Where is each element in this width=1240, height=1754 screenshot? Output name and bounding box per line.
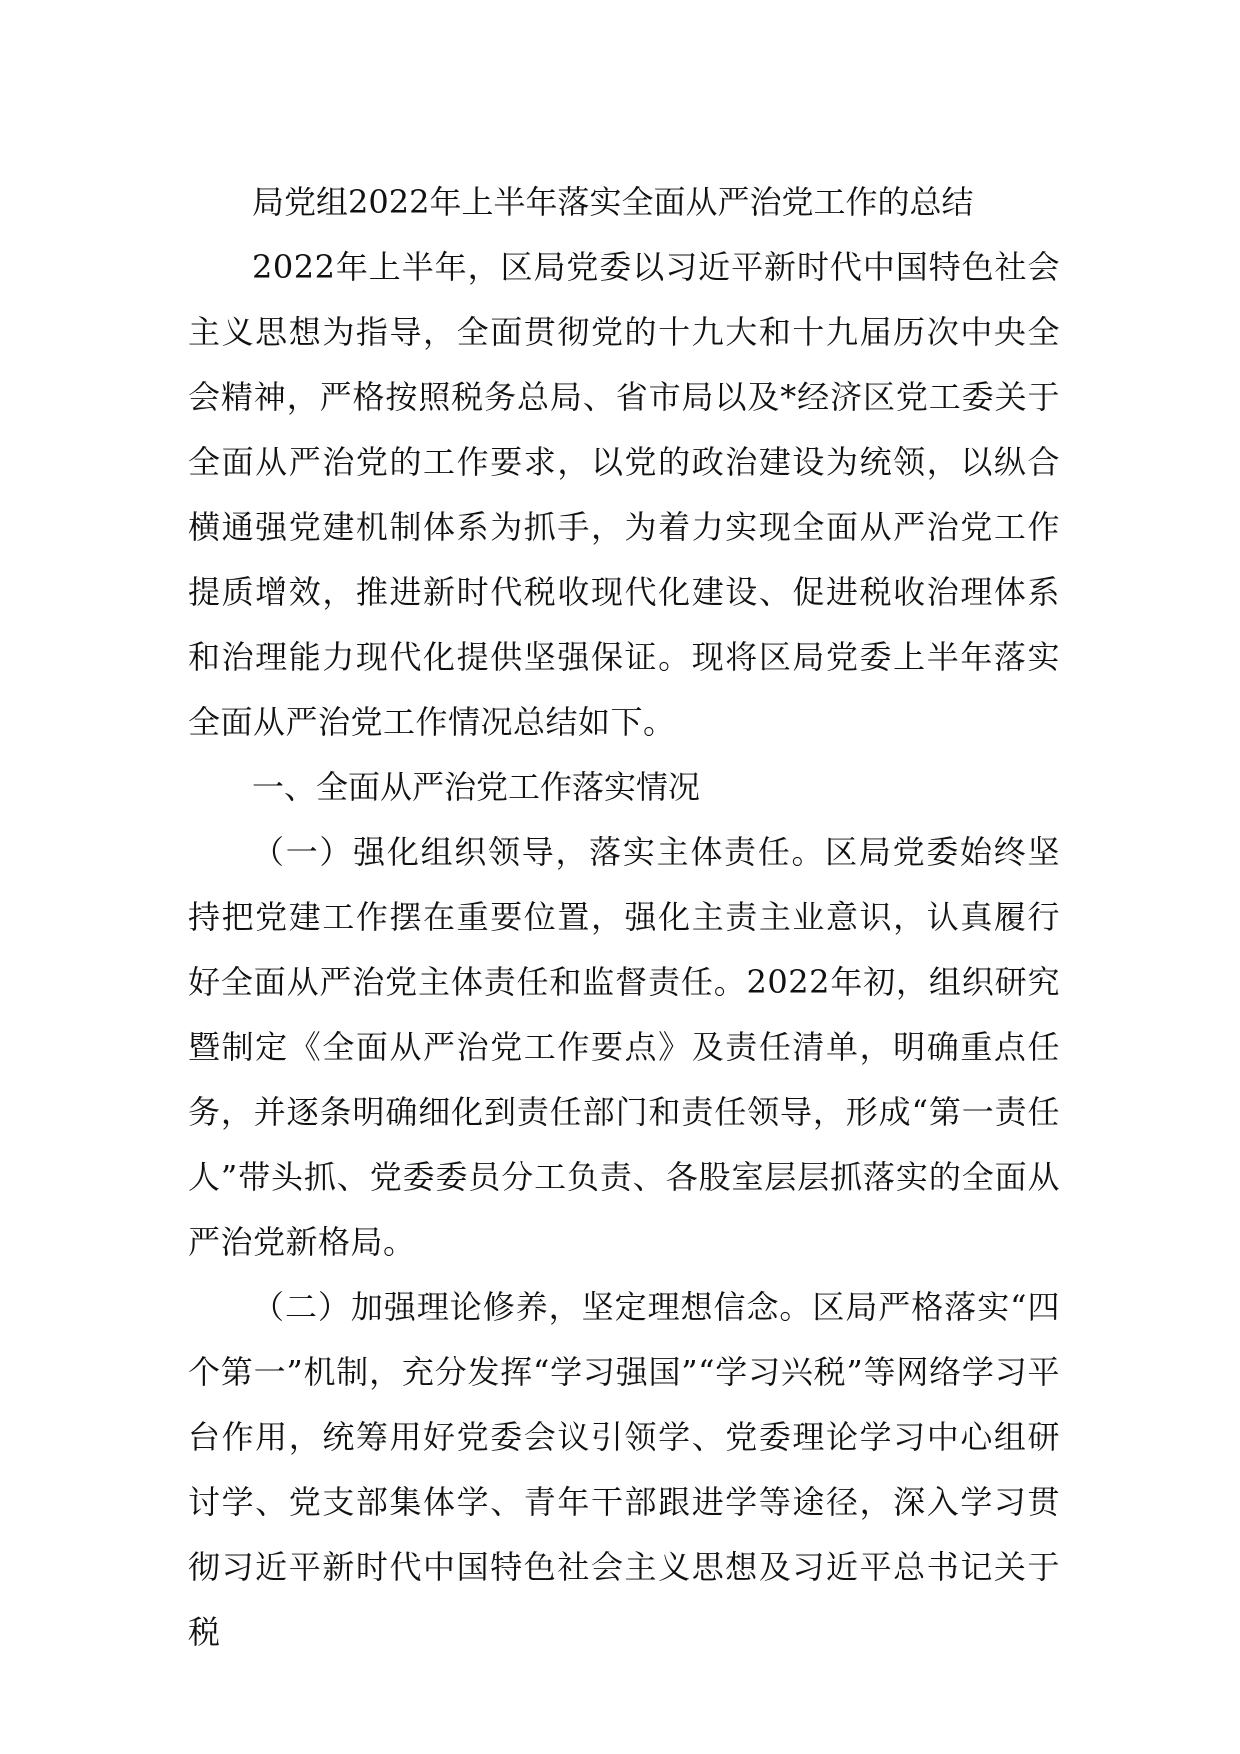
intro-paragraph: 2022年上半年，区局党委以习近平新时代中国特色社会主义思想为指导，全面贯彻党的十九大和十九届历次中央全会精神，严格按照税务总局、省市局以及*经济区党工委关于全面从严治党的工作要求，以党的政治建设为统领，以纵合横通强党建机制体系为抓手，为着力实现全面从严治党工作提质增效，推进新时代税收现代化建设、促进税收治理体系和治理能力现代化提供坚强保证。现将区局党委上半年落实全面从严治党工作情况总结如下。 (188, 248, 1060, 741)
document-title: 局党组2022年上半年落实全面从严治党工作的总结 (252, 183, 974, 221)
section-heading: 一、全面从严治党工作落实情况 (252, 768, 701, 806)
body-paragraph: （二）加强理论修养，坚定理想信念。区局严格落实“四个第一”机制，充分发挥“学习强国”“学习兴税”等网络学习平台作用，统筹用好党委会议引领学、党委理论学习中心组研讨学、党支部集体学、青年干部跟进学等途径，深入学习贯彻习近平新时代中国特色社会主义思想及习近平总书记关于税 (188, 1288, 1060, 1651)
document-page (188, 170, 1060, 1665)
body-paragraph: （一）强化组织领导，落实主体责任。区局党委始终坚持把党建工作摆在重要位置，强化主责主业意识，认真履行好全面从严治党主体责任和监督责任。2022年初，组织研究暨制定《全面从严治党工作要点》及责任清单，明确重点任务，并逐条明确细化到责任部门和责任领导，形成“第一责任人”带头抓、党委委员分工负责、各股室层层抓落实的全面从严治党新格局。 (188, 833, 1060, 1261)
